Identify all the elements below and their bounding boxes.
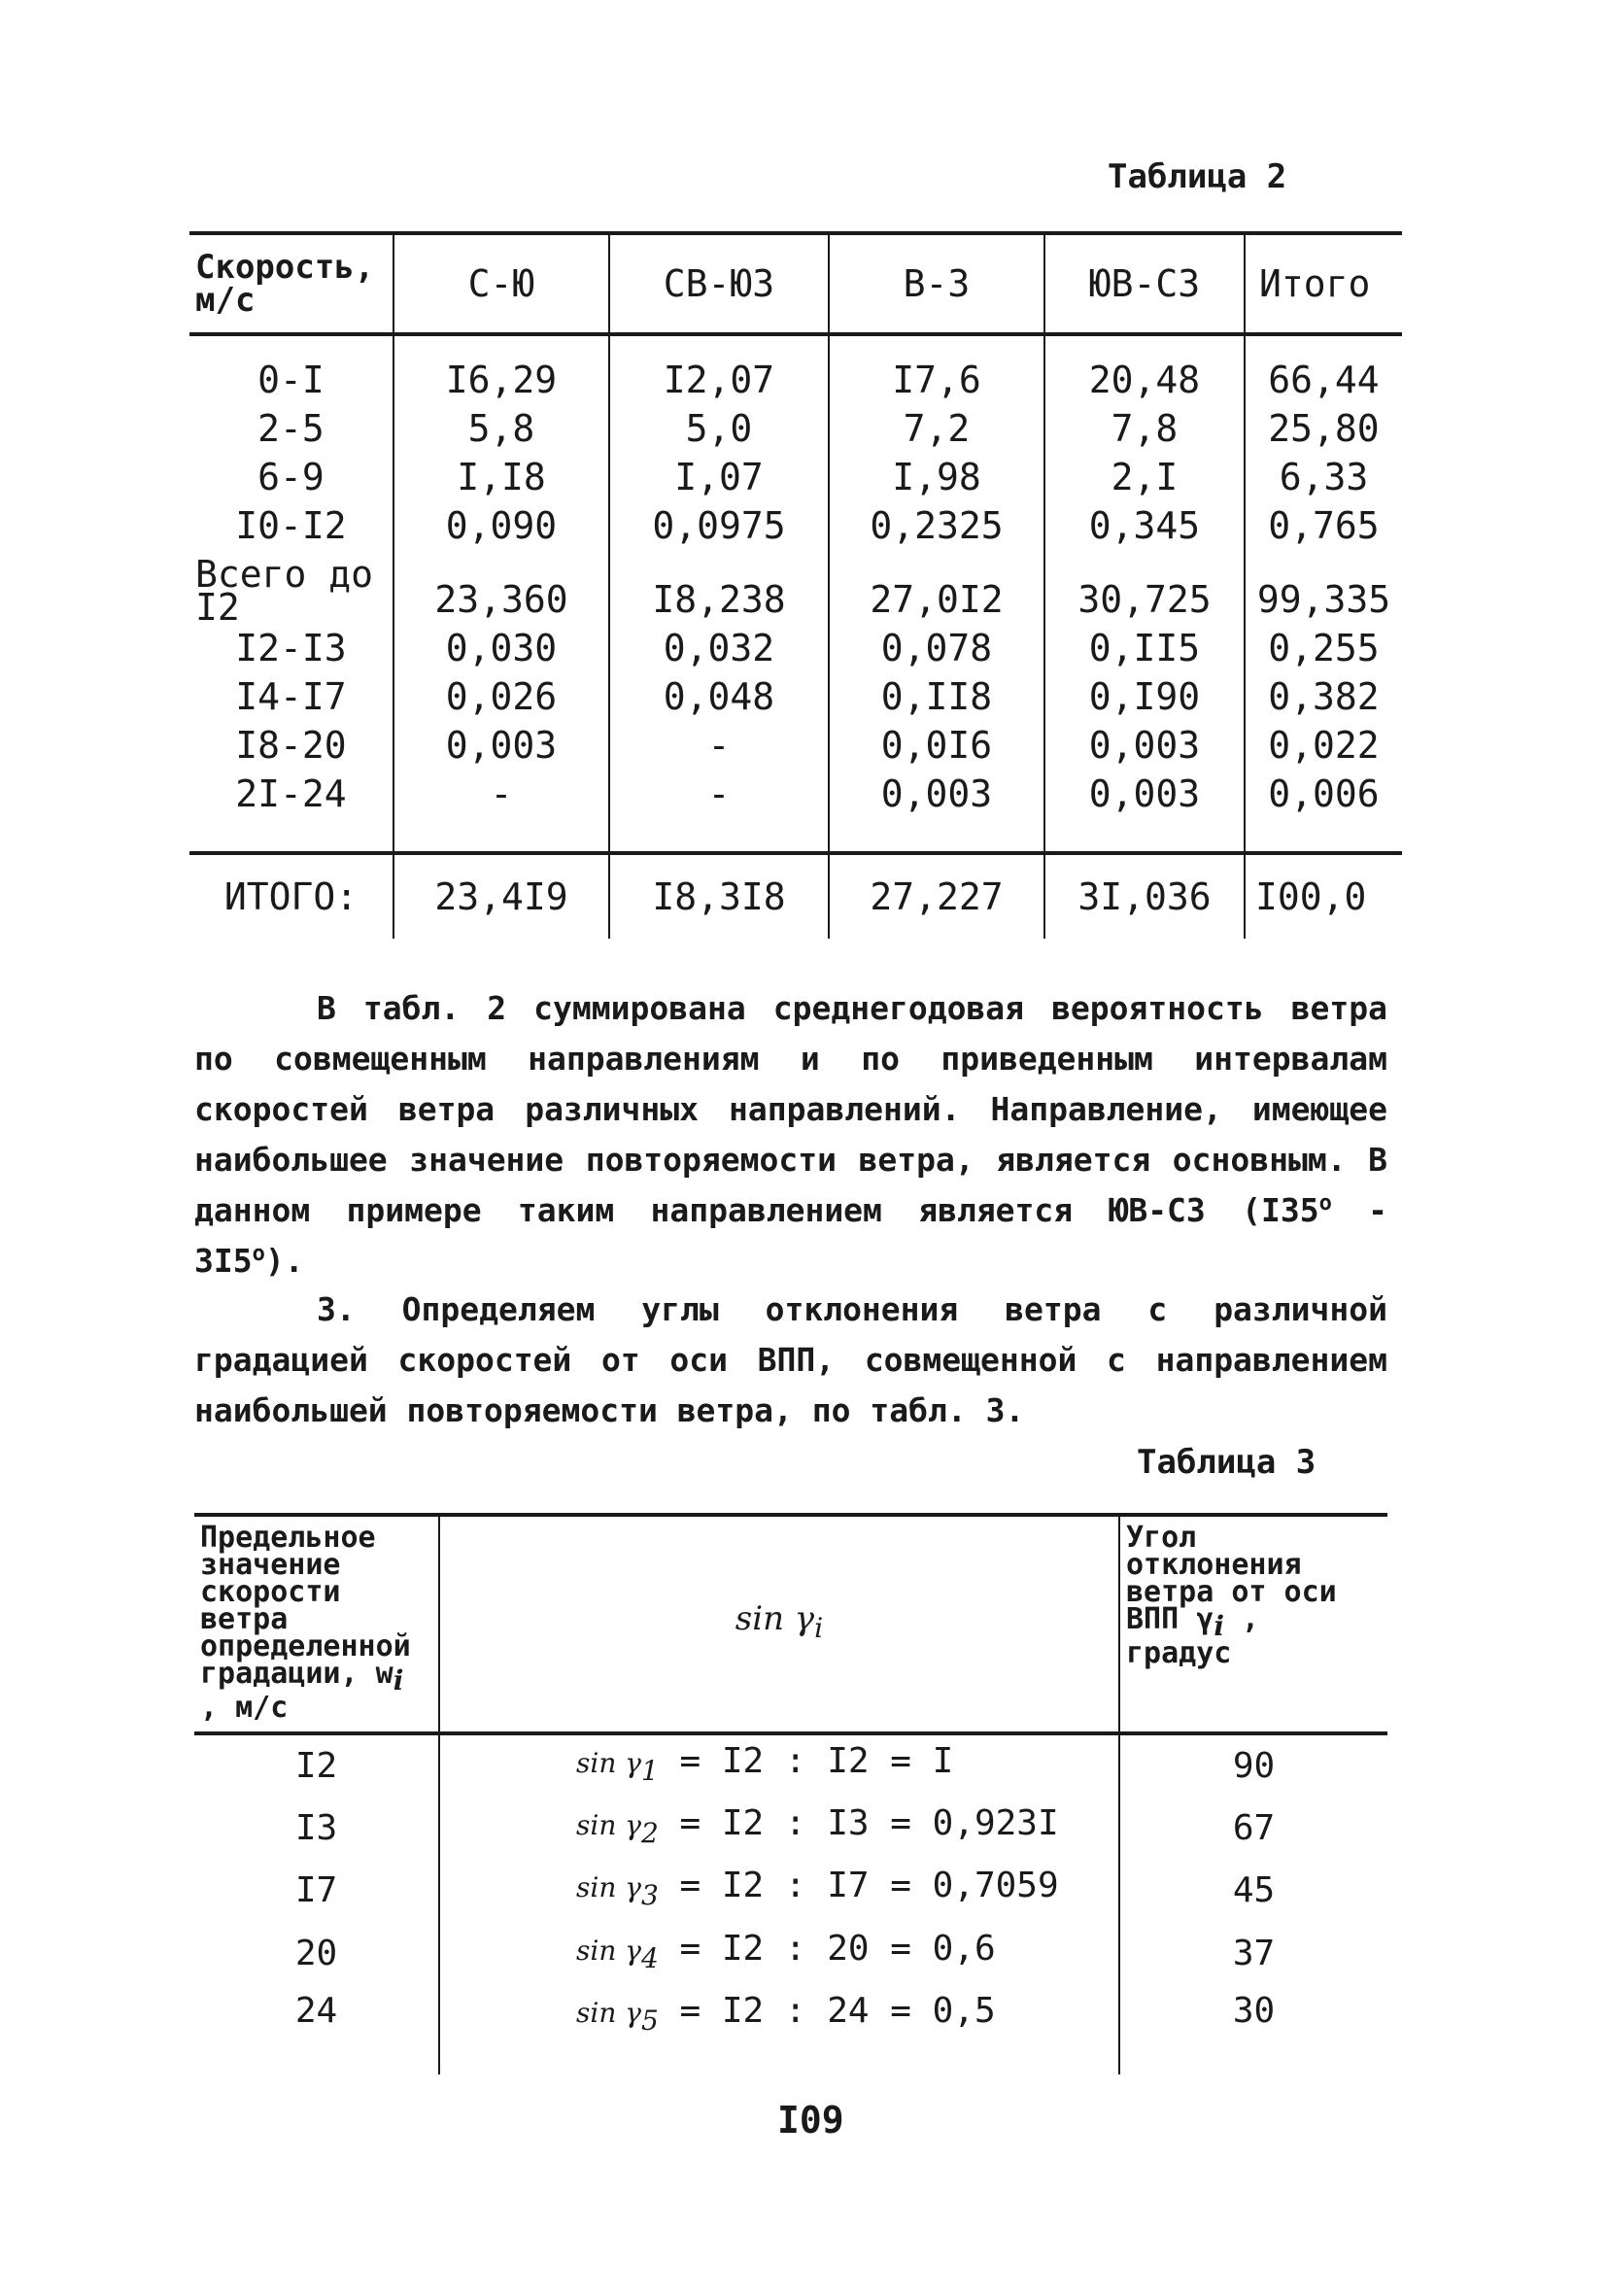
cell-value: I6,29 xyxy=(393,334,609,404)
table-row xyxy=(189,721,1402,770)
speed-limit: I3 xyxy=(294,1808,338,1849)
angle-value: 67 xyxy=(1119,1798,1387,1860)
paragraph-text: - 3I5 xyxy=(194,1191,1387,1280)
table-row xyxy=(194,1733,1387,1798)
degree-mark: o xyxy=(1318,1191,1332,1216)
header-sine xyxy=(439,1515,1119,1733)
index-subscript: 2 xyxy=(641,1817,659,1850)
table-row xyxy=(189,672,1402,721)
row-total: 25,80 xyxy=(1245,404,1402,453)
cell-value: 20,48 xyxy=(1044,334,1245,404)
speed-range: 2I-24 xyxy=(235,772,347,815)
speed-limit: I2 xyxy=(294,1746,338,1787)
speed-range: 6-9 xyxy=(257,456,325,498)
row-total: 0,765 xyxy=(1245,501,1402,550)
cell-value: 0,078 xyxy=(829,624,1044,672)
index-subscript: i xyxy=(814,1611,824,1644)
sine-formula xyxy=(439,1733,1119,1798)
cell-value: 7,2 xyxy=(829,404,1044,453)
cell-value: 0,090 xyxy=(393,501,609,550)
total-value: I8,3I8 xyxy=(609,853,829,939)
header-direction-n-s: С-Ю xyxy=(393,233,609,334)
cell-value: 5,0 xyxy=(609,404,829,453)
cell-value: I2,07 xyxy=(609,334,829,404)
total-label: ИТОГО: xyxy=(223,875,359,918)
sine-symbol: sin γ xyxy=(576,1871,641,1904)
cell-value: 0,0975 xyxy=(609,501,829,550)
angle-value: 30 xyxy=(1119,1985,1387,2074)
cell-value: - xyxy=(393,770,609,853)
cell-value: 0,026 xyxy=(393,672,609,721)
speed-limit: 24 xyxy=(294,1990,338,2031)
speed-range: I2-I3 xyxy=(235,627,347,669)
header-unit: , градус xyxy=(1126,1602,1260,1670)
paragraph-text: В табл. 2 суммирована среднегодовая вероятность ветра по совмещенным направлениям и по приведенным интервалам скоростей ветра различных направлений. Направление, имеющее наибольшее значение повторяемости ветра, является основным. В данном примере таким направлением является ЮВ-СЗ (I35 xyxy=(194,989,1387,1229)
sine-symbol: sin γ xyxy=(576,1809,641,1842)
sine-symbol: sin γ xyxy=(576,1934,641,1967)
cell-value: 0,003 xyxy=(829,770,1044,853)
paragraph-summary xyxy=(194,983,1387,1286)
cell-value: - xyxy=(609,721,829,770)
cell-value: - xyxy=(609,770,829,853)
speed-range: I0-I2 xyxy=(235,504,347,547)
speed-range: I8-20 xyxy=(235,724,347,767)
cell-value: 0,I90 xyxy=(1044,672,1245,721)
cell-value: I7,6 xyxy=(829,334,1044,404)
cell-value: 0,II8 xyxy=(829,672,1044,721)
sine-symbol: sin γ xyxy=(576,1996,641,2029)
cell-value: 0,003 xyxy=(1044,770,1245,853)
table-row xyxy=(189,453,1402,501)
cell-value: I,07 xyxy=(609,453,829,501)
speed-range: Всего до I2 xyxy=(195,553,374,629)
page-number: I09 xyxy=(777,2099,844,2142)
table-row xyxy=(189,334,1402,404)
cell-value: 5,8 xyxy=(393,404,609,453)
cell-value: 30,725 xyxy=(1044,550,1245,624)
header-text: sin γ xyxy=(735,1598,815,1638)
table-row xyxy=(189,624,1402,672)
cell-value: 0,II5 xyxy=(1044,624,1245,672)
table-row-subtotal xyxy=(189,550,1402,624)
index-subscript: 1 xyxy=(641,1755,659,1788)
index-subscript: 5 xyxy=(641,2004,659,2037)
wind-probability-table xyxy=(189,231,1402,939)
angle-value: 37 xyxy=(1119,1923,1387,1985)
cell-value: 27,0I2 xyxy=(829,550,1044,624)
table-header-row xyxy=(194,1515,1387,1733)
formula-text: = I2 : 20 = 0,6 xyxy=(679,1928,996,1969)
row-total: 0,382 xyxy=(1245,672,1402,721)
row-total: 0,006 xyxy=(1245,770,1402,853)
cell-value: 0,0I6 xyxy=(829,721,1044,770)
header-text: Угол отклонения ветра от оси ВПП γ xyxy=(1126,1521,1337,1636)
index-subscript: i xyxy=(393,1664,404,1696)
cell-value: 0,030 xyxy=(393,624,609,672)
table2-caption: Таблица 2 xyxy=(1108,157,1287,196)
formula-text: = I2 : I2 = I xyxy=(679,1741,954,1781)
cell-value: I8,238 xyxy=(609,550,829,624)
index-subscript: 4 xyxy=(641,1941,659,1974)
header-direction-se-nw: ЮВ-СЗ xyxy=(1044,233,1245,334)
header-unit: , м/с xyxy=(200,1691,289,1725)
speed-range: I4-I7 xyxy=(235,675,347,718)
cell-value: 0,048 xyxy=(609,672,829,721)
header-direction-e-w: В-З xyxy=(829,233,1044,334)
sine-formula xyxy=(439,1860,1119,1922)
angle-value: 45 xyxy=(1119,1860,1387,1922)
table-row xyxy=(194,1798,1387,1860)
grand-total: I00,0 xyxy=(1245,853,1402,939)
deviation-angle-table xyxy=(194,1513,1387,2074)
header-speed: Скорость, м/с xyxy=(195,248,375,320)
sine-formula xyxy=(439,1923,1119,1985)
row-total: 0,022 xyxy=(1245,721,1402,770)
header-angle xyxy=(1119,1515,1387,1733)
table-row xyxy=(194,1985,1387,2074)
table3-caption: Таблица 3 xyxy=(1137,1443,1316,1482)
index-subscript: 3 xyxy=(641,1879,659,1912)
table-row xyxy=(194,1860,1387,1922)
cell-value: 0,2325 xyxy=(829,501,1044,550)
paragraph-step-3: 3. Определяем углы отклонения ветра с различной градацией скоростей от оси ВПП, совмещенной с направлением наибольшей повторяемости ветра, по табл. 3. xyxy=(194,1290,1387,1429)
cell-value: 0,032 xyxy=(609,624,829,672)
header-speed-limit xyxy=(194,1515,439,1733)
row-total: 0,255 xyxy=(1245,624,1402,672)
cell-value: I,98 xyxy=(829,453,1044,501)
row-total: 99,335 xyxy=(1245,550,1402,624)
cell-value: 23,360 xyxy=(393,550,609,624)
speed-limit: 20 xyxy=(294,1933,338,1973)
header-text: Предельное значение скорости ветра определенной градации, w xyxy=(200,1521,411,1691)
table-total-row xyxy=(189,853,1402,939)
cell-value: I,I8 xyxy=(393,453,609,501)
total-value: 27,227 xyxy=(829,853,1044,939)
cell-value: 0,345 xyxy=(1044,501,1245,550)
cell-value: 7,8 xyxy=(1044,404,1245,453)
speed-limit: I7 xyxy=(294,1870,338,1911)
sine-formula xyxy=(439,1985,1119,2074)
cell-value: 2,I xyxy=(1044,453,1245,501)
formula-text: = I2 : I3 = 0,923I xyxy=(679,1803,1059,1844)
header-direction-ne-sw: СВ-ЮЗ xyxy=(609,233,829,334)
paragraph-text: ). xyxy=(264,1242,304,1280)
table-header-row xyxy=(189,233,1402,334)
table-row xyxy=(189,770,1402,853)
total-value: 3I,036 xyxy=(1044,853,1245,939)
row-total: 6,33 xyxy=(1245,453,1402,501)
table-row xyxy=(194,1923,1387,1985)
cell-value: 0,003 xyxy=(393,721,609,770)
degree-mark: o xyxy=(252,1242,265,1266)
speed-range: 2-5 xyxy=(257,407,325,450)
total-value: 23,4I9 xyxy=(393,853,609,939)
formula-text: = I2 : 24 = 0,5 xyxy=(679,1990,996,2031)
speed-range: 0-I xyxy=(257,359,325,401)
sine-formula xyxy=(439,1798,1119,1860)
sine-symbol: sin γ xyxy=(576,1747,641,1779)
formula-text: = I2 : I7 = 0,7059 xyxy=(679,1866,1059,1906)
row-total: 66,44 xyxy=(1245,334,1402,404)
angle-value: 90 xyxy=(1119,1733,1387,1798)
cell-value: 0,003 xyxy=(1044,721,1245,770)
index-subscript: i xyxy=(1214,1610,1224,1642)
table-row xyxy=(189,501,1402,550)
header-total: Итого xyxy=(1245,233,1402,334)
table-row xyxy=(189,404,1402,453)
